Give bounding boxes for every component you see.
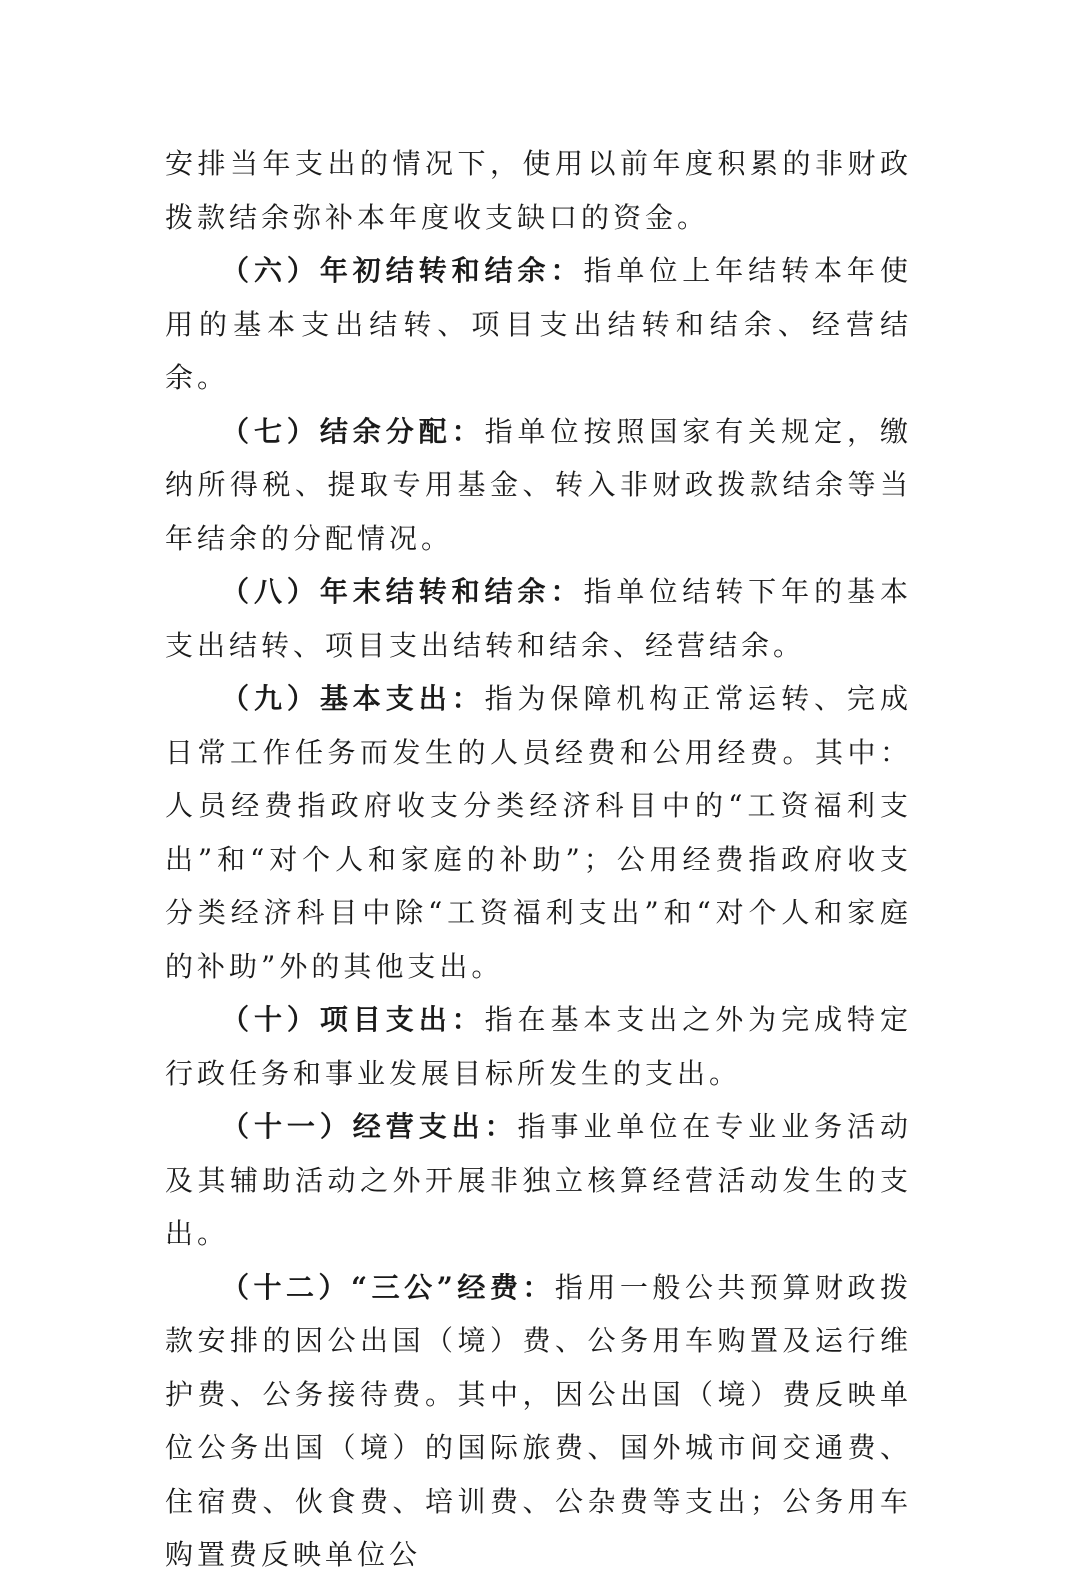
paragraph-text: 指事业单位在专业业务活动及其辅助活动之外开展非独立核算经营活动发生的支出。 [165, 1110, 912, 1250]
paragraph-text: 指为保障机构正常运转、完成日常工作任务而发生的人员经费和公用经费。其中：人员经费指政府收支分类经济科目中的“工资福利支出”和“对个人和家庭的补助”；公用经费指政府收支分类经济科目中除“工资福利支出”和“对个人和家庭的补助”外的其他支出。 [165, 682, 912, 983]
term-heading: （十二）“三公”经费： [221, 1270, 555, 1304]
paragraph-text: 指在基本支出之外为完成特定行政任务和事业发展目标所发生的支出。 [165, 1003, 912, 1090]
document-body [165, 137, 912, 1582]
term-heading: （七）结余分配： [221, 414, 485, 448]
term-heading: （八）年末结转和结余： [221, 575, 584, 608]
paragraph-item-6 [165, 244, 912, 405]
paragraph-item-9 [165, 672, 912, 993]
paragraph-text: 指单位上年结转本年使用的基本支出结转、项目支出结转和结余、经营结余。 [165, 254, 912, 394]
paragraph-text: 安排当年支出的情况下，使用以前年度积累的非财政拨款结余弥补本年度收支缺口的资金。 [165, 147, 912, 234]
paragraph-text: 指单位按照国家有关规定，缴纳所得税、提取专用基金、转入非财政拨款结余等当年结余的分配情况。 [165, 414, 912, 555]
term-heading: （六）年初结转和结余： [221, 254, 584, 287]
paragraph-item-11 [165, 1100, 912, 1261]
paragraph-item-10 [165, 993, 912, 1100]
term-heading: （九）基本支出： [221, 682, 485, 715]
paragraph-continuation [165, 137, 912, 244]
paragraph-item-8 [165, 565, 912, 672]
paragraph-item-12 [165, 1261, 912, 1582]
term-heading: （十一）经营支出： [221, 1110, 518, 1143]
paragraph-item-7 [165, 405, 912, 566]
paragraph-text: 指用一般公共预算财政拨款安排的因公出国（境）费、公务用车购置及运行维护费、公务接待费。其中，因公出国（境）费反映单位公务出国（境）的国际旅费、国外城市间交通费、住宿费、伙食费、培训费、公杂费等支出；公务用车购置费反映单位公 [165, 1270, 912, 1571]
paragraph-text: 指单位结转下年的基本支出结转、项目支出结转和结余、经营结余。 [165, 575, 912, 662]
term-heading: （十）项目支出： [221, 1003, 485, 1036]
